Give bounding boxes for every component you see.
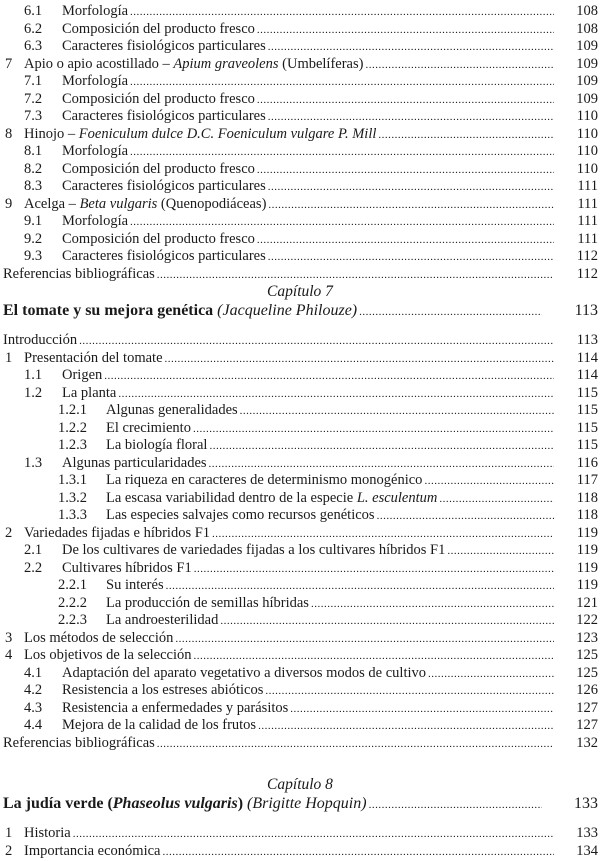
chapter-title-entry[interactable]: [0, 301, 600, 320]
entry-title[interactable]: [62, 700, 288, 718]
entry-page-number: 122: [556, 612, 600, 630]
title-segment: La androesterilidad: [106, 612, 218, 628]
toc-entry[interactable]: [0, 455, 600, 473]
entry-number: 4: [5, 647, 24, 665]
toc-entry[interactable]: [0, 717, 600, 735]
entry-title[interactable]: [62, 542, 445, 560]
dot-leader: [209, 456, 554, 474]
dot-leader: [424, 473, 554, 491]
entry-number: 1: [5, 350, 24, 368]
dot-leader: [265, 683, 554, 701]
entry-page-number: 115: [556, 385, 600, 403]
dot-leader: [268, 197, 554, 215]
entry-number: 1.3: [24, 455, 62, 473]
title-segment: La planta: [62, 385, 116, 401]
entry-number: 8.2: [24, 161, 62, 179]
title-segment: Las especies salvajes como recursos genéticos: [106, 507, 375, 523]
toc-entry[interactable]: [0, 472, 600, 490]
dot-leader: [175, 631, 554, 649]
title-segment: ): [238, 795, 247, 812]
entry-number: 2: [5, 525, 24, 543]
title-segment: Caracteres fisiológicos particulares: [62, 38, 266, 54]
toc-entry[interactable]: [0, 843, 600, 861]
toc-entry[interactable]: [0, 108, 600, 126]
entry-title[interactable]: [24, 630, 173, 648]
entry-title[interactable]: [106, 507, 375, 525]
entry-title[interactable]: [62, 248, 266, 266]
title-segment: Mejora de la calidad de los frutos: [62, 717, 256, 733]
entry-title[interactable]: [62, 231, 255, 249]
entry-page-number: 116: [556, 455, 600, 473]
chapter-title[interactable]: [3, 301, 357, 320]
toc-entry[interactable]: [0, 577, 600, 595]
title-segment: Phaseolus vulgaris: [113, 795, 238, 812]
entry-number: 7: [5, 56, 24, 74]
title-segment: (Brigitte Hopquin): [247, 795, 367, 812]
title-segment: Resistencia a los estreses abióticos: [62, 682, 263, 698]
toc-section-chapter-7: [0, 283, 600, 752]
toc-entry[interactable]: [0, 665, 600, 683]
toc-entry[interactable]: [0, 196, 600, 214]
entry-title[interactable]: [106, 577, 164, 595]
title-segment: Composición del producto fresco: [62, 91, 255, 107]
entry-number: 1.2.3: [58, 437, 106, 455]
toc-entry[interactable]: [0, 560, 600, 578]
title-segment: La riqueza en caracteres de determinismo monogénico: [106, 472, 422, 488]
title-segment: La producción de semillas híbridas: [106, 595, 309, 611]
entry-number: 1.2: [24, 385, 62, 403]
chapter-page-number: 133: [556, 794, 600, 813]
toc-entry[interactable]: [0, 825, 600, 843]
entry-title[interactable]: [106, 420, 191, 438]
toc-entry[interactable]: [0, 385, 600, 403]
entry-title[interactable]: [24, 126, 376, 144]
toc-entry[interactable]: [0, 630, 600, 648]
chapter-label: Capítulo 7: [0, 283, 600, 301]
entry-title[interactable]: [62, 213, 128, 231]
title-segment: L. esculentum: [357, 490, 438, 506]
dot-leader: [130, 4, 554, 22]
toc-entry[interactable]: [0, 647, 600, 665]
entry-number: 7.1: [24, 73, 62, 91]
title-segment: Morfología: [62, 213, 128, 229]
entry-page-number: 127: [556, 700, 600, 718]
entry-title[interactable]: [62, 385, 116, 403]
title-segment: Morfología: [62, 143, 128, 159]
dot-leader: [209, 438, 554, 456]
entry-page-number: 109: [556, 56, 600, 74]
dot-leader: [258, 718, 554, 736]
entry-title[interactable]: [62, 717, 256, 735]
entry-page-number: 125: [556, 665, 600, 683]
dot-leader: [157, 267, 554, 285]
toc-entry[interactable]: [0, 91, 600, 109]
entry-page-number: 109: [556, 91, 600, 109]
entry-page-number: 112: [556, 266, 600, 284]
entry-number: 4.3: [24, 700, 62, 718]
toc-entry[interactable]: [0, 437, 600, 455]
entry-number: 8.3: [24, 178, 62, 196]
entry-page-number: 132: [556, 735, 600, 753]
entry-title[interactable]: [62, 367, 102, 385]
entry-number: 1.3.2: [58, 490, 106, 508]
title-segment: Hinojo –: [24, 126, 79, 142]
entry-number: 7.2: [24, 91, 62, 109]
entry-number: 9: [5, 196, 24, 214]
toc-entry[interactable]: [0, 213, 600, 231]
title-segment: Beta vulgaris: [80, 196, 158, 212]
toc-entry[interactable]: [0, 420, 600, 438]
entry-page-number: 123: [556, 630, 600, 648]
dot-leader: [220, 613, 554, 631]
entry-page-number: 113: [556, 332, 600, 350]
dot-leader: [104, 368, 554, 386]
title-segment: Composición del producto fresco: [62, 161, 255, 177]
toc-entry[interactable]: [0, 178, 600, 196]
toc-entry[interactable]: [0, 682, 600, 700]
chapter-title[interactable]: [3, 794, 367, 813]
entry-page-number: 109: [556, 73, 600, 91]
entry-number: 2.2: [24, 560, 62, 578]
entry-page-number: 119: [556, 542, 600, 560]
dot-leader: [377, 508, 554, 526]
title-segment: Referencias bibliográficas: [3, 735, 155, 751]
toc-entry[interactable]: [0, 700, 600, 718]
title-segment: Morfología: [62, 73, 128, 89]
entry-title[interactable]: [106, 595, 309, 613]
dot-leader: [447, 543, 554, 561]
toc-entry[interactable]: [0, 735, 600, 753]
dot-leader: [240, 403, 554, 421]
title-segment: (Jacqueline Philouze): [217, 302, 357, 319]
entry-title[interactable]: [62, 91, 255, 109]
chapter-label: Capítulo 8: [0, 776, 600, 794]
entry-number: 1: [5, 825, 24, 843]
entry-number: 9.3: [24, 248, 62, 266]
entry-title[interactable]: [3, 332, 77, 350]
title-segment: El tomate y su mejora genética: [3, 302, 217, 319]
entry-title[interactable]: [62, 21, 255, 39]
toc-entry[interactable]: [0, 612, 600, 630]
entry-title[interactable]: [106, 402, 238, 420]
entry-page-number: 119: [556, 560, 600, 578]
entry-number: 3: [5, 630, 24, 648]
toc-entry[interactable]: [0, 3, 600, 21]
title-segment: Caracteres fisiológicos particulares: [62, 178, 266, 194]
entry-page-number: 134: [556, 843, 600, 861]
entry-number: 9.1: [24, 213, 62, 231]
entry-title[interactable]: [62, 682, 263, 700]
entry-page-number: 127: [556, 717, 600, 735]
title-segment: De los cultivares de variedades fijadas a los cultivares híbridos F1: [62, 542, 445, 558]
toc-entry[interactable]: [0, 56, 600, 74]
entry-page-number: 111: [556, 231, 600, 249]
entry-number: 2.1: [24, 542, 62, 560]
title-segment: (Umbelíferas): [279, 56, 364, 72]
dot-leader: [130, 74, 554, 92]
title-segment: Algunas particularidades: [62, 455, 207, 471]
dot-leader: [157, 736, 554, 754]
entry-number: 6.1: [24, 3, 62, 21]
entry-page-number: 115: [556, 402, 600, 420]
entry-title[interactable]: [24, 56, 363, 74]
title-segment: Presentación del tomate: [24, 350, 163, 366]
entry-title[interactable]: [62, 161, 255, 179]
entry-title[interactable]: [24, 825, 71, 843]
entry-title[interactable]: [62, 108, 266, 126]
title-segment: Caracteres fisiológicos particulares: [62, 108, 266, 124]
entry-page-number: 110: [556, 161, 600, 179]
entry-page-number: 112: [556, 248, 600, 266]
toc-entry[interactable]: [0, 507, 600, 525]
dot-leader: [268, 179, 554, 197]
entry-number: 1.1: [24, 367, 62, 385]
entry-number: 6.2: [24, 21, 62, 39]
toc-entry[interactable]: [0, 367, 600, 385]
title-segment: Acelga –: [24, 196, 80, 212]
title-segment: La biología floral: [106, 437, 207, 453]
entry-page-number: 133: [556, 825, 600, 843]
entry-page-number: 125: [556, 647, 600, 665]
toc-entry[interactable]: [0, 525, 600, 543]
entry-title[interactable]: [3, 735, 155, 753]
title-segment: Importancia económica: [24, 843, 160, 859]
entry-number: 1.2.2: [58, 420, 106, 438]
toc-entry[interactable]: [0, 161, 600, 179]
dot-leader: [130, 214, 554, 232]
entry-number: 2: [5, 843, 24, 861]
title-segment: Adaptación del aparato vegetativo a diversos modos de cultivo: [62, 665, 426, 681]
entry-page-number: 118: [556, 490, 600, 508]
entry-title[interactable]: [106, 490, 437, 508]
dot-leader: [268, 249, 554, 267]
dot-leader: [268, 109, 554, 127]
dot-leader: [311, 596, 554, 614]
title-segment: Referencias bibliográficas: [3, 266, 155, 282]
title-segment: Los métodos de selección: [24, 630, 173, 646]
entry-number: 1.2.1: [58, 402, 106, 420]
entry-title[interactable]: [24, 843, 160, 861]
dot-leader: [378, 127, 554, 145]
entry-number: 8.1: [24, 143, 62, 161]
entry-page-number: 121: [556, 595, 600, 613]
entry-page-number: 118: [556, 507, 600, 525]
entry-number: 2.2.2: [58, 595, 106, 613]
entry-page-number: 115: [556, 437, 600, 455]
entry-title[interactable]: [62, 73, 128, 91]
entry-title[interactable]: [24, 647, 192, 665]
entry-title[interactable]: [106, 437, 207, 455]
dot-leader: [428, 666, 554, 684]
dot-leader: [118, 386, 554, 404]
toc-entry[interactable]: [0, 490, 600, 508]
entry-number: 1.3.3: [58, 507, 106, 525]
dot-leader: [79, 333, 554, 351]
title-segment: Los objetivos de la selección: [24, 647, 192, 663]
dot-leader: [165, 351, 554, 369]
entry-title[interactable]: [62, 665, 426, 683]
toc-entry[interactable]: [0, 542, 600, 560]
entry-page-number: 108: [556, 21, 600, 39]
entry-title[interactable]: [24, 525, 210, 543]
entry-page-number: 119: [556, 577, 600, 595]
title-segment: Resistencia a enfermedades y parásitos: [62, 700, 288, 716]
dot-leader: [369, 796, 542, 815]
toc-entry[interactable]: [0, 38, 600, 56]
entry-number: 2.2.3: [58, 612, 106, 630]
title-segment: Su interés: [106, 577, 164, 593]
entry-page-number: 126: [556, 682, 600, 700]
chapter-title-entry[interactable]: [0, 794, 600, 813]
dot-leader: [212, 526, 554, 544]
toc-entry[interactable]: [0, 595, 600, 613]
entry-page-number: 109: [556, 38, 600, 56]
dot-leader: [365, 57, 554, 75]
entry-number: 9.2: [24, 231, 62, 249]
title-segment: La escasa variabilidad dentro de la especie: [106, 490, 357, 506]
title-segment: Foeniculum dulce D.C. Foeniculum vulgare P. Mill: [79, 126, 377, 142]
entry-page-number: 111: [556, 178, 600, 196]
toc-section-chapter-6-end: [0, 3, 600, 283]
entry-number: 4.1: [24, 665, 62, 683]
entry-number: 7.3: [24, 108, 62, 126]
toc-entry[interactable]: [0, 332, 600, 350]
dot-leader: [439, 491, 554, 509]
toc-entry[interactable]: [0, 350, 600, 368]
dot-leader: [194, 561, 554, 579]
dot-leader: [162, 844, 554, 861]
entry-title[interactable]: [62, 38, 266, 56]
entry-title[interactable]: [62, 143, 128, 161]
title-segment: Introducción: [3, 332, 77, 348]
toc-section-chapter-8: [0, 776, 600, 860]
title-segment: Composición del producto fresco: [62, 21, 255, 37]
title-segment: La judía verde (: [3, 795, 113, 812]
entry-number: 2.2.1: [58, 577, 106, 595]
entry-number: 4.2: [24, 682, 62, 700]
entry-page-number: 110: [556, 108, 600, 126]
dot-leader: [166, 578, 554, 596]
entry-title[interactable]: [24, 350, 163, 368]
title-segment: Variedades fijadas e híbridos F1: [24, 525, 210, 541]
toc-entry[interactable]: [0, 126, 600, 144]
entry-page-number: 117: [556, 472, 600, 490]
entry-title[interactable]: [62, 178, 266, 196]
dot-leader: [193, 421, 554, 439]
title-segment: Apio o apio acostillado –: [24, 56, 173, 72]
dot-leader: [268, 39, 554, 57]
dot-leader: [257, 22, 554, 40]
entry-number: 8: [5, 126, 24, 144]
entry-page-number: 115: [556, 420, 600, 438]
dot-leader: [194, 648, 554, 666]
title-segment: Caracteres fisiológicos particulares: [62, 248, 266, 264]
dot-leader: [257, 232, 554, 250]
title-segment: Cultivares híbridos F1: [62, 560, 192, 576]
dot-leader: [130, 144, 554, 162]
entry-page-number: 114: [556, 367, 600, 385]
entry-title[interactable]: [3, 266, 155, 284]
title-segment: Morfología: [62, 3, 128, 19]
entry-number: 6.3: [24, 38, 62, 56]
title-segment: Composición del producto fresco: [62, 231, 255, 247]
dot-leader: [359, 303, 542, 322]
entry-title[interactable]: [62, 560, 192, 578]
entry-page-number: 111: [556, 196, 600, 214]
title-segment: Historia: [24, 825, 71, 841]
toc-entry[interactable]: [0, 248, 600, 266]
dot-leader: [290, 701, 554, 719]
entry-page-number: 114: [556, 350, 600, 368]
toc-entry[interactable]: [0, 402, 600, 420]
entry-title[interactable]: [106, 612, 218, 630]
title-segment: Algunas generalidades: [106, 402, 238, 418]
dot-leader: [257, 92, 554, 110]
entry-page-number: 111: [556, 213, 600, 231]
toc-entry[interactable]: [0, 143, 600, 161]
entry-number: 4.4: [24, 717, 62, 735]
entry-number: 1.3.1: [58, 472, 106, 490]
title-segment: El crecimiento: [106, 420, 191, 436]
dot-leader: [257, 162, 554, 180]
entry-title[interactable]: [62, 3, 128, 21]
entry-page-number: 110: [556, 126, 600, 144]
toc-entry[interactable]: [0, 266, 600, 284]
entry-page-number: 108: [556, 3, 600, 21]
entry-title[interactable]: [106, 472, 422, 490]
entry-title[interactable]: [62, 455, 207, 473]
toc-entry[interactable]: [0, 73, 600, 91]
entry-page-number: 110: [556, 143, 600, 161]
title-segment: (Quenopodiáceas): [157, 196, 266, 212]
entry-title[interactable]: [24, 196, 266, 214]
entry-page-number: 119: [556, 525, 600, 543]
chapter-page-number: 113: [556, 301, 600, 320]
title-segment: Origen: [62, 367, 102, 383]
title-segment: Apium graveolens: [173, 56, 278, 72]
dot-leader: [73, 826, 554, 844]
toc-entry[interactable]: [0, 21, 600, 39]
toc-entry[interactable]: [0, 231, 600, 249]
